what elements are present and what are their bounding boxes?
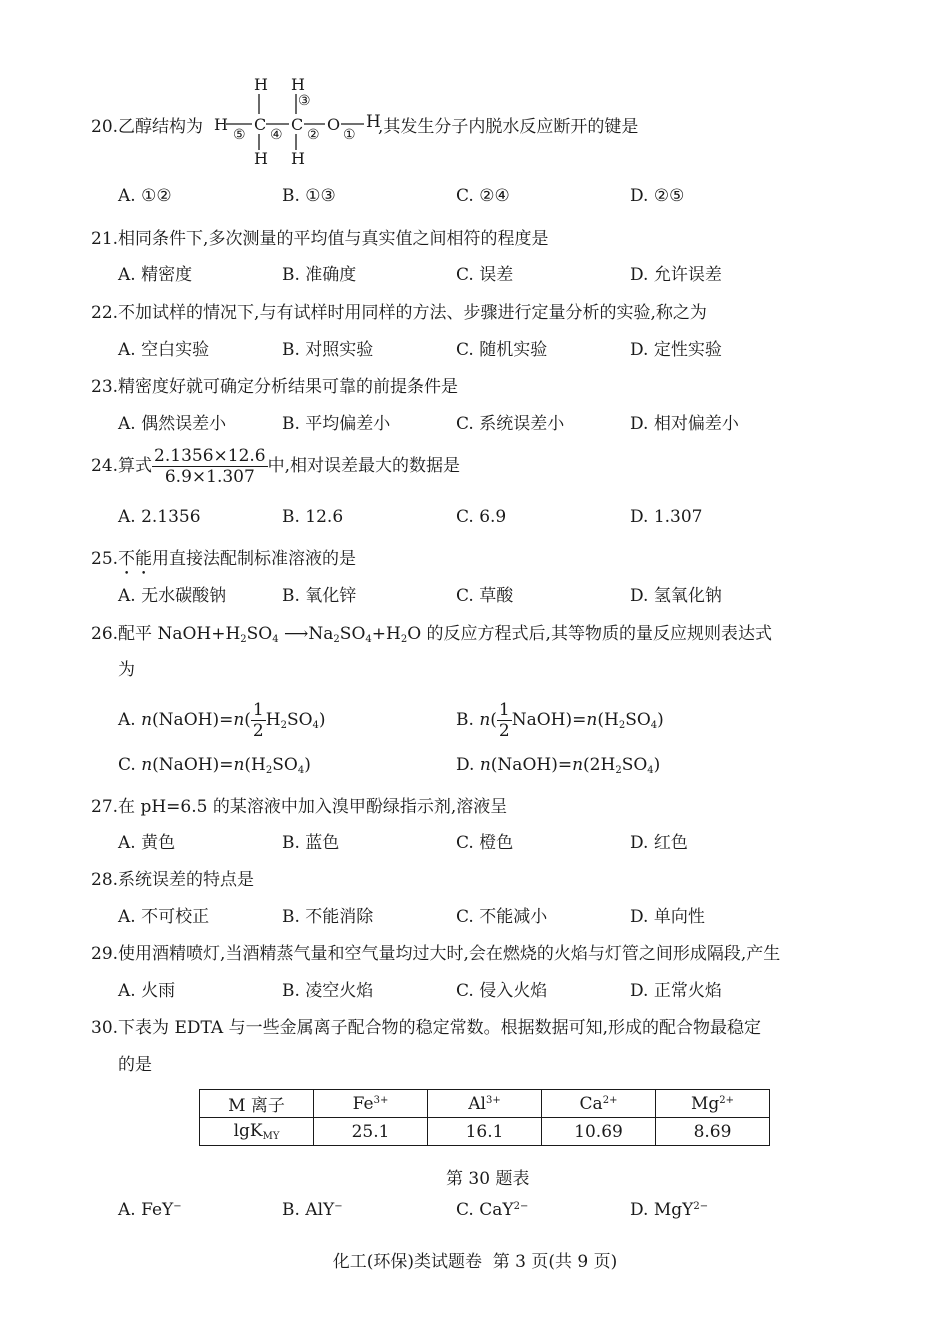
q21-option-a: A. 精密度 [118,265,193,285]
q25-option-a: A. 无水碳酸钠 [118,586,227,606]
q27-option-b: B. 蓝色 [282,833,340,853]
stability-constant-table [199,1089,770,1146]
q23-option-a: A. 偶然误差小 [118,414,227,434]
q24-denominator: 6.9×1.307 [164,467,255,487]
bond-label-4: ④ [270,127,283,143]
q20-h-end: H [366,112,381,132]
table-row [200,1118,770,1146]
q30-option-c: C. CaY$^{2-}$ [456,1200,529,1220]
q28-option-a: A. 不可校正 [118,907,210,927]
q24-numerator: 2.1356×12.6 [154,446,266,466]
q24-prefix: 24.算式 [91,456,153,476]
q29-stem: 29.使用酒精喷灯,当酒精蒸气量和空气量均过大时,会在燃烧的火焰与灯管之间形成隔段,产生 [91,944,781,964]
q23-option-d: D. 相对偏差小 [630,414,739,434]
q24-option-d: D. 1.307 [630,507,703,527]
q22-stem: 22.不加试样的情况下,与有试样时用同样的方法、步骤进行定量分析的实验,称之为 [91,303,707,323]
struct-h-bottom2: H [291,149,305,168]
q21-stem: 21.相同条件下,多次测量的平均值与真实值之间相符的程度是 [91,229,549,249]
q27-option-a: A. 黄色 [118,833,176,853]
table-cell-value: 16.1 [428,1118,542,1146]
q21-option-c: C. 误差 [456,265,514,285]
q26-a-half: $\frac{1}{2}$ [252,700,264,741]
q26-option-b: B. n( $\frac{1}{2}$ $NaOH)=n(H_2SO_4)$ [456,700,664,741]
q29-option-b: B. 凌空火焰 [282,981,374,1001]
q24-option-a: A. 2.1356 [118,507,201,527]
struct-c2: C [291,115,304,134]
q20-option-c: C. ②④ [456,186,510,206]
q22-option-c: C. 随机实验 [456,340,548,360]
bond-label-5: ⑤ [233,127,246,143]
table-cell-value: 25.1 [314,1118,428,1146]
q30-option-a: A. FeY− [118,1200,182,1220]
q29-option-a: A. 火雨 [118,981,176,1001]
q30-stem-line2: 的是 [118,1055,152,1075]
q30-stem: 30.下表为 EDTA 与一些金属离子配合物的稳定常数。根据数据可知,形成的配合物最稳定 [91,1018,761,1038]
table-header-cell: lgK$_{MY}$ [200,1118,314,1146]
q23-option-c: C. 系统误差小 [456,414,565,434]
q20-stem-suffix: ,其发生分子内脱水反应断开的键是 [378,117,639,137]
q20-stem-prefix: 20.乙醇结构为 [91,117,204,137]
q24-option-b: B. 12.6 [282,507,344,527]
q26-option-a: A. n(NaOH)=n( $\frac{1}{2}$ $H_2SO_4$) [118,700,326,741]
struct-h-top2: H [291,75,305,94]
q20-option-b: B. ①③ [282,186,336,206]
q27-stem: 27.在 pH=6.5 的某溶液中加入溴甲酚绿指示剂,溶液呈 [91,797,508,817]
q26-b-half: $\frac{1}{2}$ [498,700,510,741]
q29-option-d: D. 正常火焰 [630,981,722,1001]
q30-option-b: B. AlY− [282,1200,343,1220]
q20-option-d: D. ②⑤ [630,186,685,206]
table-header-cell: M 离子 [200,1090,314,1118]
table-cell-value: 8.69 [656,1118,770,1146]
q21-option-b: B. 准确度 [282,265,357,285]
q27-option-c: C. 橙色 [456,833,514,853]
bond-label-2: ② [307,127,320,143]
struct-o: O [327,115,341,134]
q24-stem [91,446,460,487]
q26-option-c: C. $n(NaOH)=n(H_2SO_4)$ [118,755,311,776]
table-row [200,1090,770,1118]
q30-option-d: D. MgY$^{2-}$ [630,1200,709,1220]
q25-option-c: C. 草酸 [456,586,514,606]
q24-fraction [152,446,268,487]
table-cell-value: 10.69 [542,1118,656,1146]
q26-stem: 26.配平 $NaOH+H_2SO_4$ $⟶Na_2SO_4+H_2O$ 的反应方程式后,其等物质的量反应规则表达式 [91,624,772,645]
q22-option-a: A. 空白实验 [118,340,210,360]
q23-option-b: B. 平均偏差小 [282,414,391,434]
q23-stem: 23.精密度好就可确定分析结果可靠的前提条件是 [91,377,459,397]
q22-option-b: B. 对照实验 [282,340,374,360]
struct-h-top1: H [254,75,268,94]
q25-rest: 用直接法配制标准溶液的是 [152,549,357,569]
table-cell-ion: $Ca^{2+}$ [542,1090,656,1118]
q21-option-d: D. 允许误差 [630,265,722,285]
table-cell-ion: $Al^{3+}$ [428,1090,542,1118]
table-cell-ion: $Fe^{3+}$ [314,1090,428,1118]
q25-stem [91,544,356,579]
q25-option-b: B. 氧化锌 [282,586,357,606]
struct-c1: C [254,115,267,134]
q29-option-c: C. 侵入火焰 [456,981,548,1001]
q27-option-d: D. 红色 [630,833,688,853]
q26-stem-line2: 为 [118,660,135,680]
q28-option-d: D. 单向性 [630,907,705,927]
ethanol-structure [214,72,384,172]
q22-option-d: D. 定性实验 [630,340,722,360]
q28-option-b: B. 不能消除 [282,907,374,927]
q25-emphasis: 不能 [118,549,153,569]
q24-suffix: 中,相对误差最大的数据是 [267,456,461,476]
q26-option-d: D. $n(NaOH)=n(2H_2SO_4)$ [456,755,661,776]
table-cell-ion: $Mg^{2+}$ [656,1090,770,1118]
page-footer: 化工(环保)类试题卷 第 3 页(共 9 页) [332,1252,618,1272]
q24-option-c: C. 6.9 [456,507,507,527]
q25-option-d: D. 氢氧化钠 [630,586,722,606]
q25-number: 25. [91,549,119,569]
struct-h-bottom1: H [254,149,268,168]
q28-option-c: C. 不能减小 [456,907,548,927]
bond-label-3: ③ [298,93,311,109]
bond-label-1: ① [343,127,356,143]
q20-option-a: A. ①② [118,186,172,206]
struct-h-left: H [214,115,228,134]
table-caption: 第 30 题表 [446,1169,530,1189]
q28-stem: 28.系统误差的特点是 [91,870,255,890]
